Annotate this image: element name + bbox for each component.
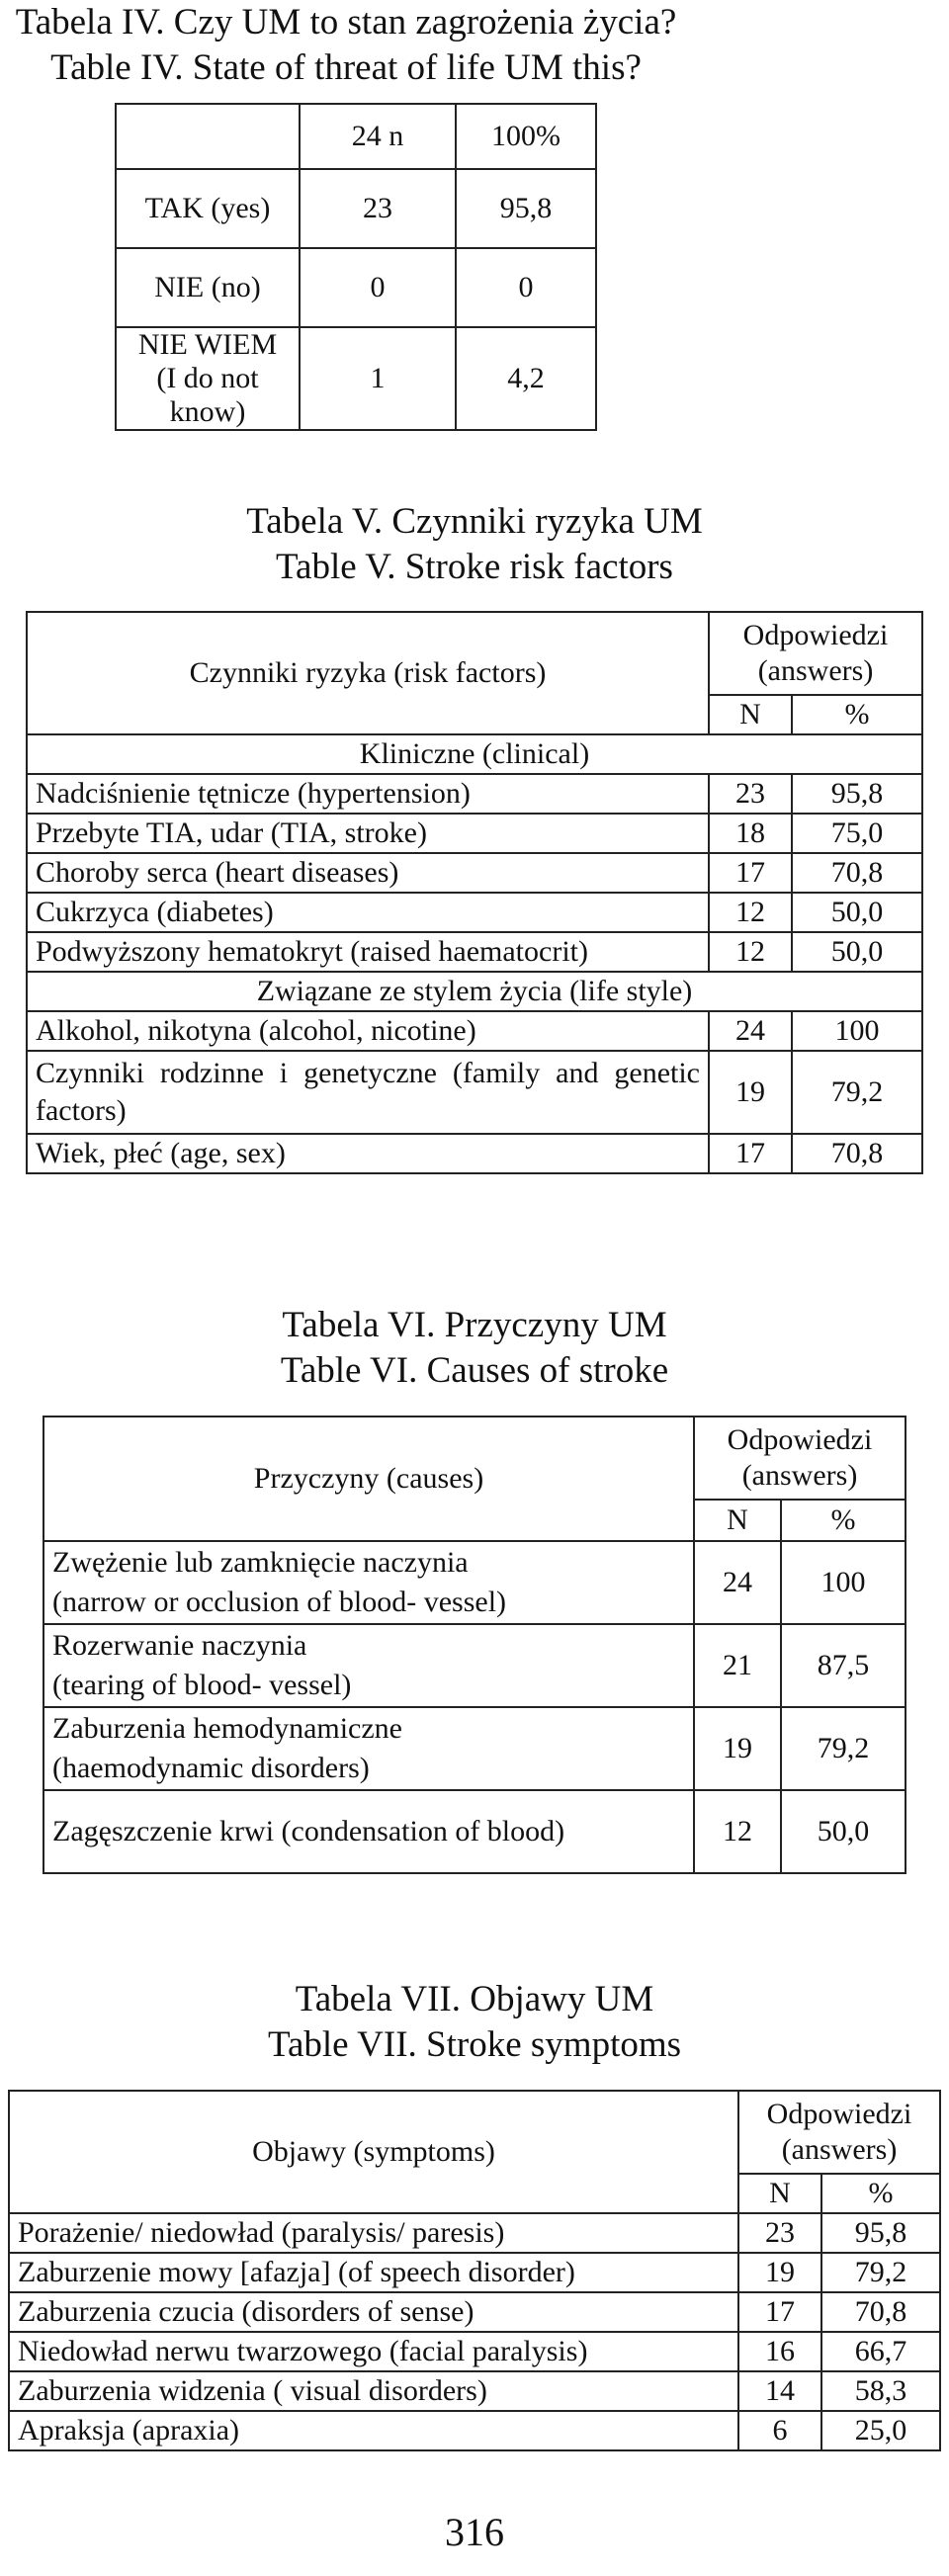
table5-label: Podwyższony hematokryt (raised haematocrit) xyxy=(27,932,709,972)
table6-label: Zwężenie lub zamknięcie naczynia (narrow or occlusion of blood- vessel) xyxy=(43,1541,694,1624)
table4-n: 0 xyxy=(300,248,456,327)
table6-n: 24 xyxy=(694,1541,781,1624)
table4-header-row xyxy=(116,104,596,169)
table-row xyxy=(43,1541,906,1624)
table6-pct: 79,2 xyxy=(781,1707,906,1790)
table6-n: 21 xyxy=(694,1624,781,1707)
table6-pct: 100 xyxy=(781,1541,906,1624)
table-row xyxy=(27,774,922,814)
table4-n: 23 xyxy=(300,169,456,248)
table4-title-pl: Tabela IV. Czy UM to stan zagrożenia życia? xyxy=(15,2,677,43)
table4-pct: 0 xyxy=(456,248,596,327)
table6-label: Zagęszczenie krwi (condensation of blood) xyxy=(43,1790,694,1873)
table7-title xyxy=(0,1977,949,2068)
table-row xyxy=(43,1790,906,1873)
table7-pct: 95,8 xyxy=(821,2213,940,2253)
table5-pct: 79,2 xyxy=(792,1051,922,1134)
table-row xyxy=(9,2332,940,2371)
table-row xyxy=(116,169,596,248)
table5-n: 18 xyxy=(709,814,792,853)
table4-pct: 4,2 xyxy=(456,327,596,430)
table5-pct: 95,8 xyxy=(792,774,922,814)
table-row xyxy=(27,1134,922,1173)
table5-pct: 50,0 xyxy=(792,893,922,932)
table-row xyxy=(9,2253,940,2292)
table-row xyxy=(9,2411,940,2450)
table7 xyxy=(8,2090,941,2451)
table5-n: 23 xyxy=(709,774,792,814)
table-row xyxy=(27,814,922,853)
table-row xyxy=(27,1011,922,1051)
table4-title-en: Table IV. State of threat of life UM this? xyxy=(50,47,642,88)
table5-pct: 75,0 xyxy=(792,814,922,853)
table7-label: Porażenie/ niedowład (paralysis/ paresis) xyxy=(9,2213,738,2253)
table7-head-n: N xyxy=(738,2174,821,2213)
table6-head-n: N xyxy=(694,1500,781,1541)
table5 xyxy=(26,611,923,1174)
table-row xyxy=(43,1707,906,1790)
table7-head-label: Objawy (symptoms) xyxy=(9,2091,738,2213)
table6-head-answers: Odpowiedzi (answers) xyxy=(694,1417,906,1500)
table6-pct: 87,5 xyxy=(781,1624,906,1707)
table4-header-cell: 24 n xyxy=(300,104,456,169)
table5-n: 17 xyxy=(709,1134,792,1173)
table6-title-pl: Tabela VI. Przyczyny UM xyxy=(282,1305,667,1345)
table5-section-lifestyle: Związane ze stylem życia (life style) xyxy=(27,972,922,1011)
table5-label: Cukrzyca (diabetes) xyxy=(27,893,709,932)
table6-label: Rozerwanie naczynia (tearing of blood- vessel) xyxy=(43,1624,694,1707)
table-row xyxy=(27,1051,922,1134)
table7-label: Apraksja (apraxia) xyxy=(9,2411,738,2450)
table7-pct: 25,0 xyxy=(821,2411,940,2450)
table7-title-pl: Tabela VII. Objawy UM xyxy=(295,1979,654,2019)
table5-head-label: Czynniki ryzyka (risk factors) xyxy=(27,612,709,734)
table5-section-clinical: Kliniczne (clinical) xyxy=(27,734,922,774)
table5-label: Nadciśnienie tętnicze (hypertension) xyxy=(27,774,709,814)
table5-label: Wiek, płeć (age, sex) xyxy=(27,1134,709,1173)
table7-n: 6 xyxy=(738,2411,821,2450)
table5-label: Alkohol, nikotyna (alcohol, nicotine) xyxy=(27,1011,709,1051)
table4-label: TAK (yes) xyxy=(116,169,300,248)
table5-n: 12 xyxy=(709,893,792,932)
page-number: 316 xyxy=(445,2510,504,2554)
table5-title xyxy=(0,499,949,590)
table5-pct: 100 xyxy=(792,1011,922,1051)
table6-head-label: Przyczyny (causes) xyxy=(43,1417,694,1541)
table7-n: 19 xyxy=(738,2253,821,2292)
table7-pct: 58,3 xyxy=(821,2371,940,2411)
table-row xyxy=(27,932,922,972)
table-row xyxy=(9,2292,940,2332)
table6-title xyxy=(0,1303,949,1394)
table5-pct: 50,0 xyxy=(792,932,922,972)
table6 xyxy=(43,1416,906,1874)
table-row xyxy=(27,853,922,893)
table6-label: Zaburzenia hemodynamiczne (haemodynamic disorders) xyxy=(43,1707,694,1790)
table5-n: 17 xyxy=(709,853,792,893)
table6-n: 19 xyxy=(694,1707,781,1790)
table7-label: Niedowład nerwu twarzowego (facial paralysis) xyxy=(9,2332,738,2371)
table7-title-en: Table VII. Stroke symptoms xyxy=(267,2024,682,2065)
table5-label: Czynniki rodzinne i genetyczne (family and genetic factors) xyxy=(27,1051,709,1134)
table5-n: 24 xyxy=(709,1011,792,1051)
table5-pct: 70,8 xyxy=(792,853,922,893)
table7-head-pct: % xyxy=(821,2174,940,2213)
table6-n: 12 xyxy=(694,1790,781,1873)
table5-n: 19 xyxy=(709,1051,792,1134)
table7-label: Zaburzenie mowy [afazja] (of speech disorder) xyxy=(9,2253,738,2292)
table5-pct: 70,8 xyxy=(792,1134,922,1173)
table4-header-cell: 100% xyxy=(456,104,596,169)
table7-n: 23 xyxy=(738,2213,821,2253)
table5-title-en: Table V. Stroke risk factors xyxy=(276,547,673,587)
table-row xyxy=(9,2371,940,2411)
table4-label: NIE (no) xyxy=(116,248,300,327)
table6-pct: 50,0 xyxy=(781,1790,906,1873)
table-row xyxy=(116,327,596,430)
table7-label: Zaburzenia widzenia ( visual disorders) xyxy=(9,2371,738,2411)
table-row xyxy=(27,893,922,932)
table5-n: 12 xyxy=(709,932,792,972)
table5-label: Przebyte TIA, udar (TIA, stroke) xyxy=(27,814,709,853)
table7-label: Zaburzenia czucia (disorders of sense) xyxy=(9,2292,738,2332)
table4-label: NIE WIEM (I do not know) xyxy=(116,327,300,430)
table7-n: 17 xyxy=(738,2292,821,2332)
table7-n: 16 xyxy=(738,2332,821,2371)
table4 xyxy=(115,103,597,431)
table7-pct: 66,7 xyxy=(821,2332,940,2371)
table5-head-n: N xyxy=(709,695,792,734)
table7-pct: 70,8 xyxy=(821,2292,940,2332)
table5-head-pct: % xyxy=(792,695,922,734)
table5-label: Choroby serca (heart diseases) xyxy=(27,853,709,893)
table4-title xyxy=(0,0,692,91)
table7-n: 14 xyxy=(738,2371,821,2411)
table5-title-pl: Tabela V. Czynniki ryzyka UM xyxy=(246,501,703,542)
table5-head-answers: Odpowiedzi (answers) xyxy=(709,612,922,695)
table7-pct: 79,2 xyxy=(821,2253,940,2292)
table4-header-cell xyxy=(116,104,300,169)
table-row xyxy=(9,2213,940,2253)
table7-head-answers: Odpowiedzi (answers) xyxy=(738,2091,940,2174)
table6-title-en: Table VI. Causes of stroke xyxy=(280,1350,669,1391)
table6-head-pct: % xyxy=(781,1500,906,1541)
table4-n: 1 xyxy=(300,327,456,430)
table4-pct: 95,8 xyxy=(456,169,596,248)
table-row xyxy=(43,1624,906,1707)
table-row xyxy=(116,248,596,327)
